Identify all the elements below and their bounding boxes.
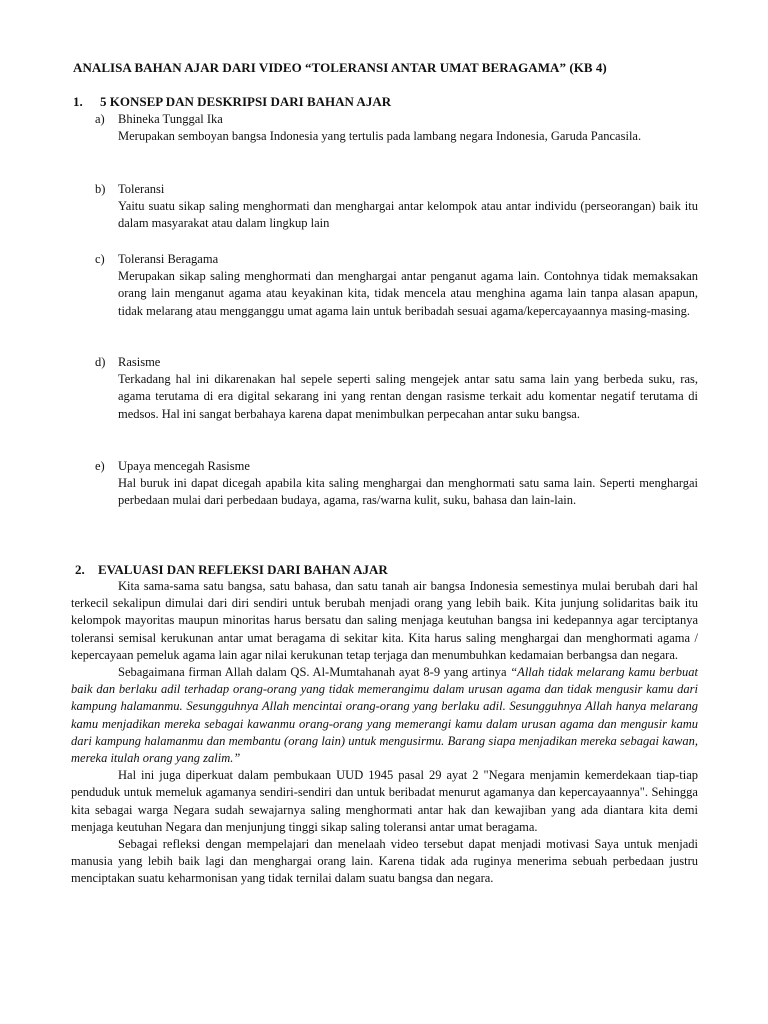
- section2-body: [71, 578, 698, 888]
- item-description: Yaitu suatu sikap saling menghormati dan menghargai antar kelompok atau antar individu (perseorangan) baik itu dalam masyarakat atau dalam lingkup lain: [118, 199, 698, 231]
- paragraph-2-intro: Sebagaimana firman Allah dalam QS. Al-Mumtahanah ayat 8-9 yang artinya: [118, 665, 507, 680]
- item-letter: e): [95, 459, 105, 473]
- quran-quote: “Allah tidak melarang kamu berbuat baik dan berlaku adil terhadap orang-orang yang tidak memerangimu dalam urusan agama dan tidak mengusir kamu dari kampung halamanmu. Sesungguhnya Allah mencintai orang-orang yang berlaku adil. Sesungguhnya Allah hanya melarang kamu menjadikan mereka sebagai kawanmu orang-orang yang memerangi kamu dalam urusan agama dan mengusir kamu dari kampung halamanmu dan membantu (orang lain) untuk mengusirmu. Barang siapa menjadikan mereka sebagai kawan, mereka itulah orang yang zalim.”: [71, 665, 698, 766]
- item-title: Bhineka Tunggal Ika: [118, 112, 223, 126]
- paragraph-2: [71, 664, 698, 767]
- section2-number: 2.: [75, 562, 85, 577]
- section2-heading: [75, 562, 388, 578]
- item-letter: a): [95, 112, 105, 126]
- concept-item-b: [95, 181, 698, 233]
- paragraph-4: Sebagai refleksi dengan mempelajari dan menelaah video tersebut dapat menjadi motivasi Saya untuk menjadi manusia yang lebih baik lagi dan menghargai orang lain. Karena tidak ada ruginya menerima sebuah perbedaan justru menciptakan suatu keharmonisan yang tidak ternilai dalam suatu bangsa dan negara.: [71, 837, 698, 886]
- concept-item-c: [95, 251, 698, 320]
- item-title: Upaya mencegah Rasisme: [118, 459, 250, 473]
- item-letter: c): [95, 252, 105, 266]
- paragraph-3: Hal ini juga diperkuat dalam pembukaan UUD 1945 pasal 29 ayat 2 "Negara menjamin kemerdekaan tiap-tiap penduduk untuk memeluk agamanya sendiri-sendiri dan untuk beribadat menurut agamanya dan kepercayaannya". Sehingga kita sebagai warga Negara sudah sewajarnya saling menghormati antar hak dan kewajiban yang ada diantara kita demi menjaga keutuhan Negara dan menjunjung tinggi sikap saling toleransi antar umat beragama.: [71, 768, 698, 834]
- item-title: Toleransi Beragama: [118, 252, 219, 266]
- section1-title: 5 KONSEP DAN DESKRIPSI DARI BAHAN AJAR: [100, 94, 392, 109]
- section2-title: EVALUASI DAN REFLEKSI DARI BAHAN AJAR: [98, 562, 388, 577]
- concept-item-a: [95, 111, 698, 145]
- item-description: Merupakan semboyan bangsa Indonesia yang tertulis pada lambang negara Indonesia, Garuda Pancasila.: [118, 129, 642, 144]
- section1-number: 1.: [73, 94, 83, 109]
- section1-heading: [73, 94, 391, 110]
- item-description: Terkadang hal ini dikarenakan hal sepele seperti saling mengejek antar satu sama lain yang berbeda suku, ras, agama terutama di era digital sekarang ini yang rentan dengan rasisme terkait adu komentar negatif terutama di medsos. Hal ini sangat berbahaya karena dapat menimbulkan perpecahan antar suku bangsa.: [118, 372, 698, 421]
- item-title: Toleransi: [118, 182, 165, 196]
- item-description: Hal buruk ini dapat dicegah apabila kita saling menghargai dan menghormati satu sama lain. Seperti menghargai perbedaan mulai dari perbedaan budaya, agama, ras/warna kulit, suku, bahasa dan lain-lain.: [118, 476, 698, 508]
- item-letter: d): [95, 355, 106, 369]
- item-title: Rasisme: [118, 355, 161, 369]
- concept-item-d: [95, 354, 698, 423]
- item-description: Merupakan sikap saling menghormati dan menghargai antar penganut agama lain. Contohnya tidak memaksakan orang lain menganut agama atau keyakinan kita, tidak mencela atau menghina agama lain tanpa alasan apapun, tidak melarang atau mengganggu umat agama lain untuk beribadah sesuai agama/kepercayaannya masing-masing.: [118, 269, 698, 318]
- document-title: ANALISA BAHAN AJAR DARI VIDEO “TOLERANSI ANTAR UMAT BERAGAMA” (KB 4): [73, 60, 607, 75]
- paragraph-1: Kita sama-sama satu bangsa, satu bahasa, dan satu tanah air bangsa Indonesia semestinya mulai berubah dari hal terkecil sekalipun dimulai dari diri sendiri untuk berubah menjadi orang yang lebih baik. Kita junjung solidaritas baik itu kelompok mayoritas maupun minoritas harus bersatu dan saling menjaga keutuhan bangsa ini kedepannya agar terciptanya toleransi semisal kerukunan antar umat beragama di sekitar kita. Kita harus saling menghargai dan menghormati agama / kepercayaan pemeluk agama lain agar nilai kerukunan tetap terjaga dan menumbuhkan kedamaian berbangsa dan negara.: [71, 579, 698, 662]
- item-letter: b): [95, 182, 106, 196]
- concept-item-e: [95, 458, 698, 510]
